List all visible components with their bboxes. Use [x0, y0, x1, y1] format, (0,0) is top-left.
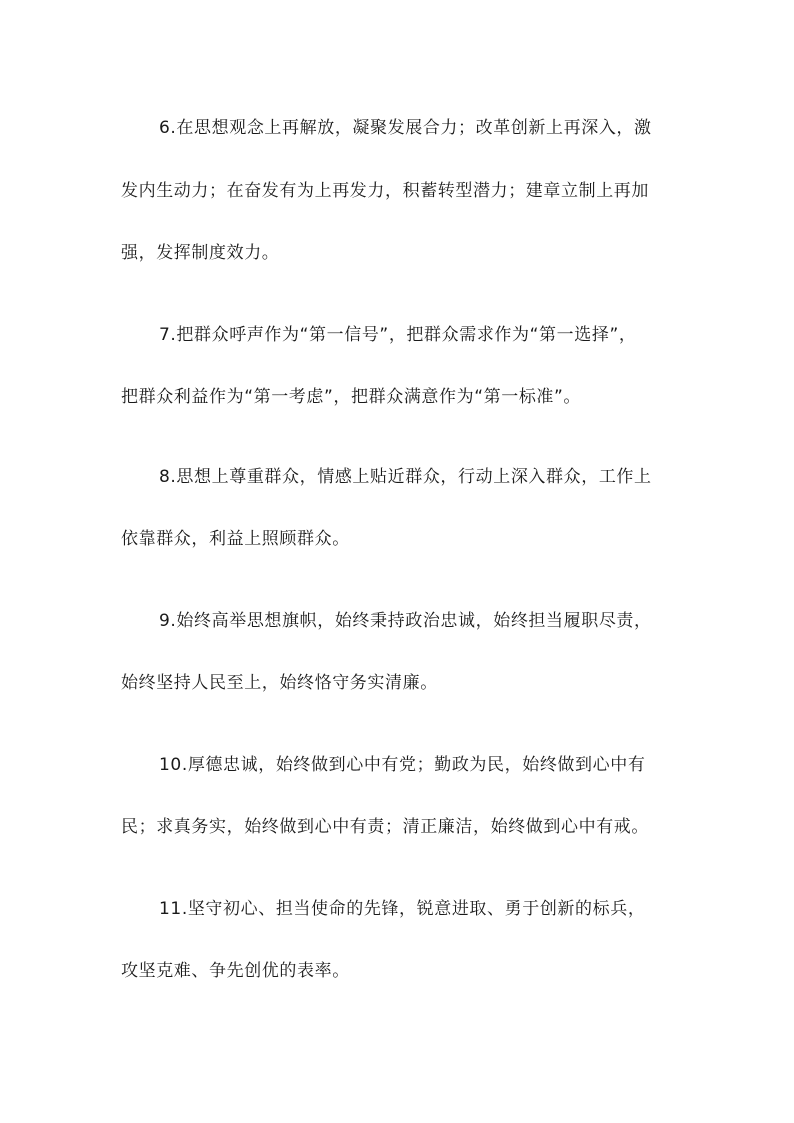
paragraph-6-line-1: 6.在思想观念上再解放，凝聚发展合力；改革创新上再深入，激	[159, 118, 652, 138]
paragraph-8-line-2: 依靠群众，利益上照顾群众。	[121, 529, 350, 549]
paragraph-9-line-2: 始终坚持人民至上，始终恪守务实清廉。	[121, 673, 438, 693]
paragraph-10-line-1: 10.厚德忠诚，始终做到心中有党；勤政为民，始终做到心中有	[159, 755, 646, 775]
paragraph-11-line-1: 11.坚守初心、担当使命的先锋，锐意进取、勇于创新的标兵，	[159, 899, 646, 919]
paragraph-6-line-2: 发内生动力；在奋发有为上再发力，积蓄转型潜力；建章立制上再加	[121, 181, 649, 201]
paragraph-8-line-1: 8.思想上尊重群众，情感上贴近群众，行动上深入群众，工作上	[159, 467, 652, 487]
paragraph-7-line-2: 把群众利益作为“第一考虑”，把群众满意作为“第一标准”。	[121, 387, 582, 407]
paragraph-9-line-1: 9.始终高举思想旗帜，始终秉持政治忠诚，始终担当履职尽责，	[159, 611, 652, 631]
paragraph-7-line-1: 7.把群众呼声作为“第一信号”，把群众需求作为“第一选择”，	[159, 325, 637, 345]
paragraph-10-line-2: 民；求真务实，始终做到心中有责；清正廉洁，始终做到心中有戒。	[121, 817, 649, 837]
paragraph-11-line-2: 攻坚克难、争先创优的表率。	[121, 961, 350, 981]
paragraph-6-line-3: 强，发挥制度效力。	[121, 243, 280, 263]
